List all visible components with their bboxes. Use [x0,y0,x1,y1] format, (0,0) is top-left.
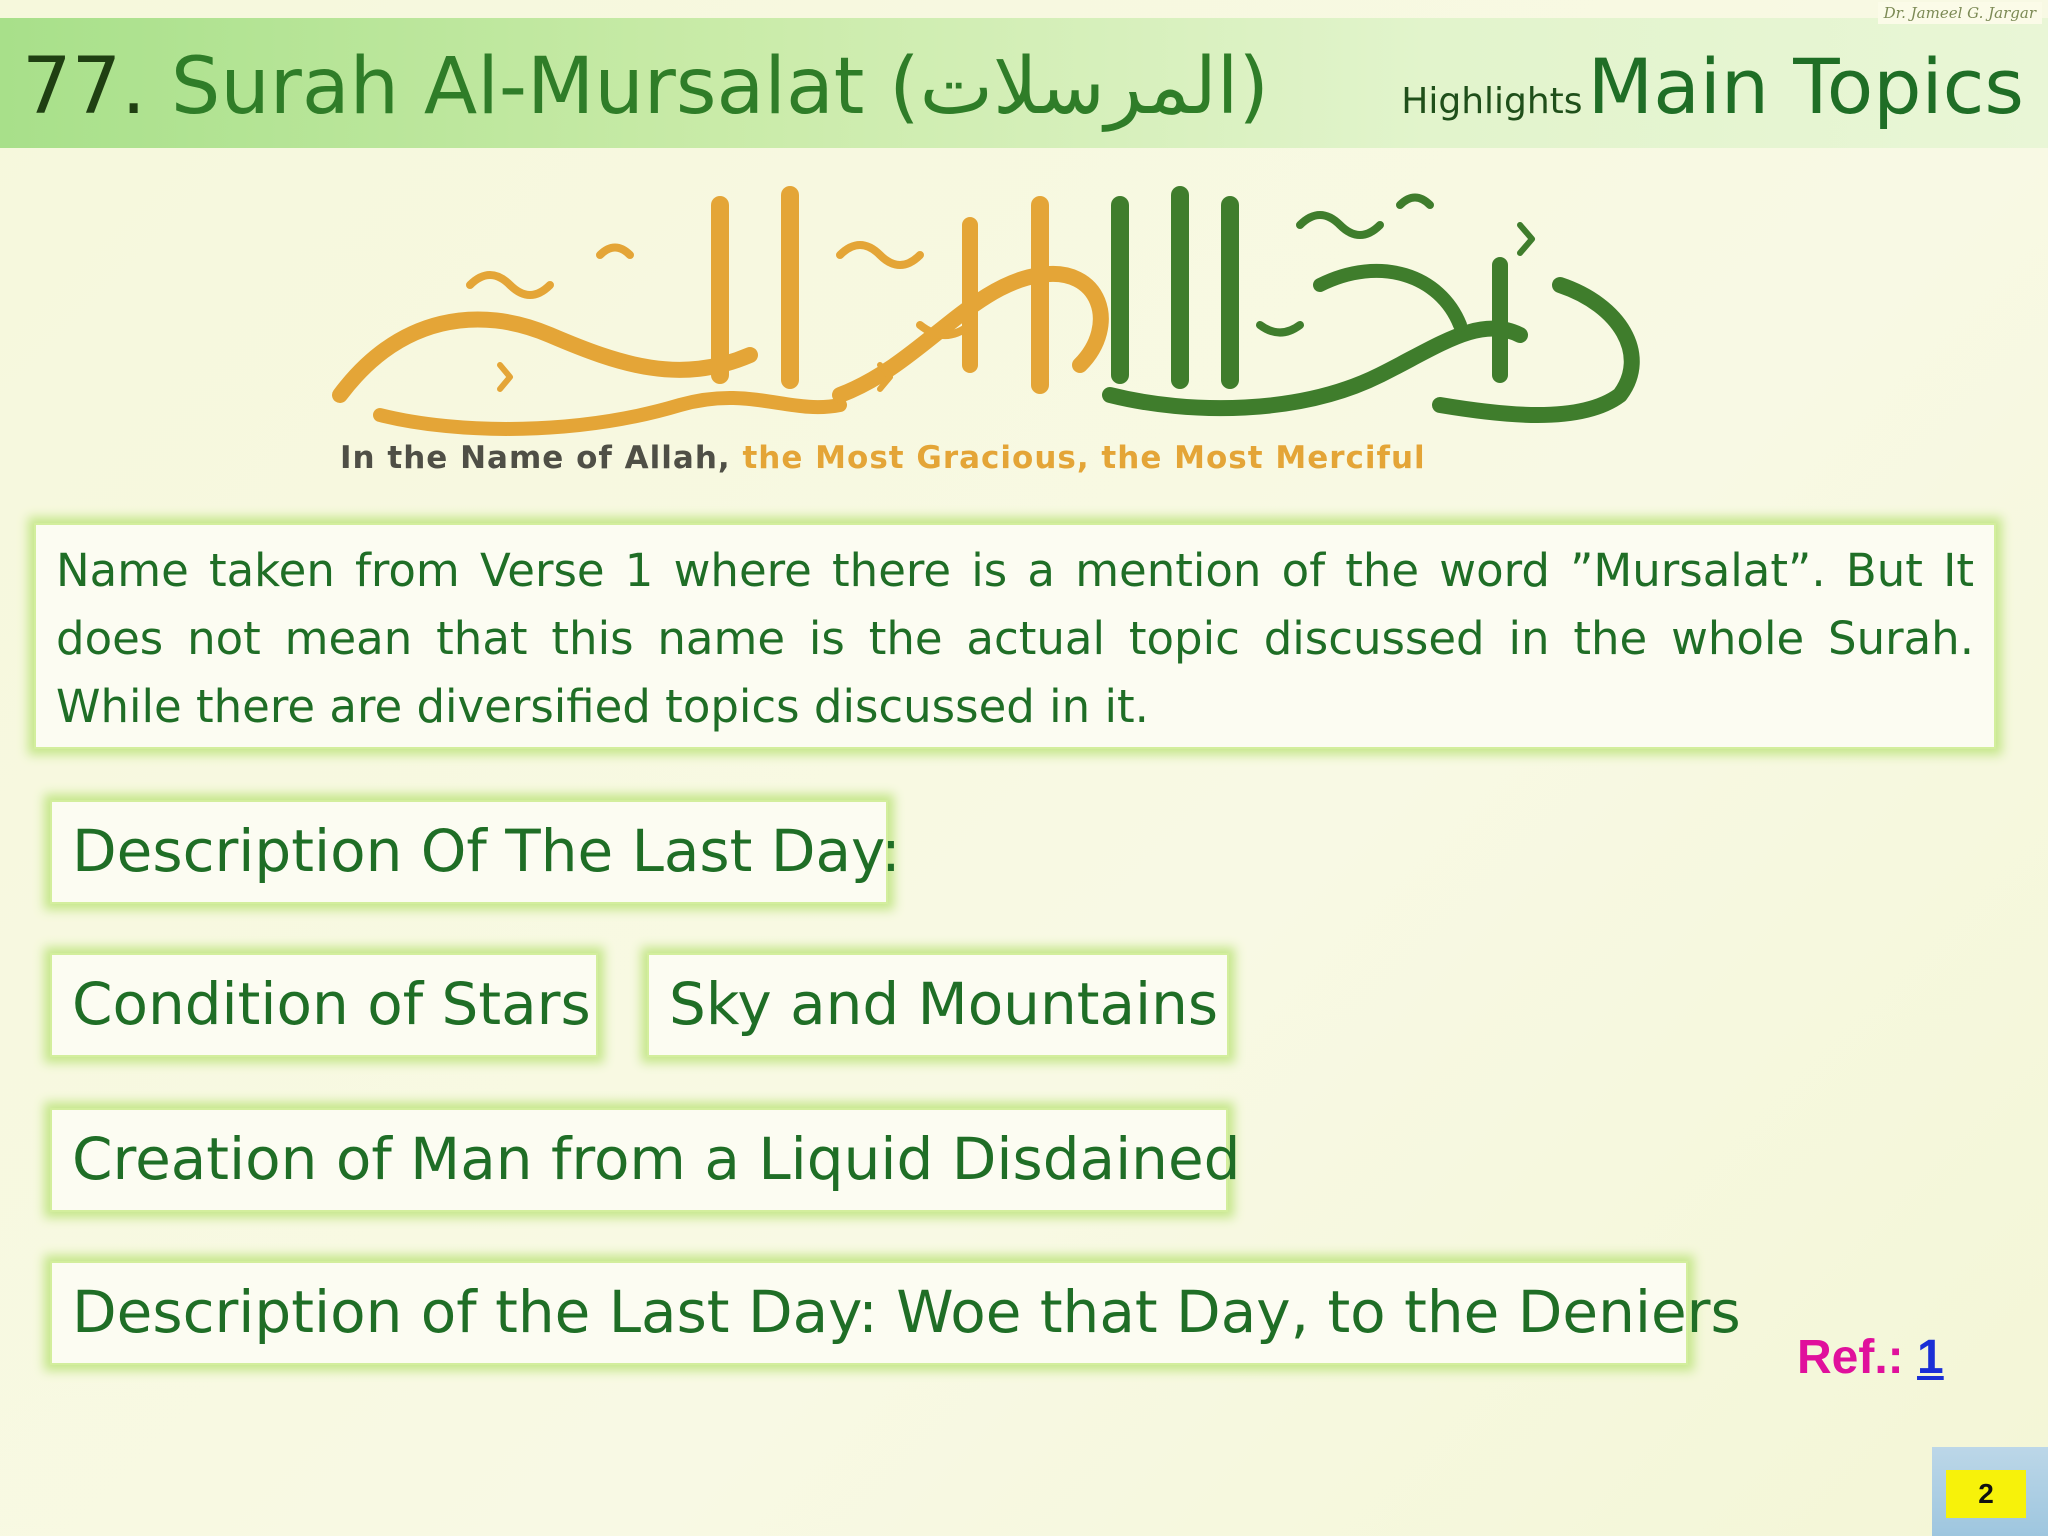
reference-label: Ref.: [1797,1331,1904,1384]
reference-link[interactable]: 1 [1917,1331,1944,1384]
section-title [1401,22,2024,173]
intro-text-box: Name taken from Verse 1 where there is a mention of the word ”Mursalat”. But It does not mean that this name is the actual topic discussed in the whole Surah. While there are diversified topics discussed in it. [34,523,1996,749]
topic-creation-of-man: Creation of Man from a Liquid Disdained [50,1108,1228,1212]
topic-condition-of-stars: Condition of Stars [50,953,598,1057]
caption-part-1: In the Name of Allah, [340,440,731,476]
highlights-label: Highlights [1401,81,1583,122]
bismillah-calligraphy [320,165,1680,440]
reference [1797,1330,1944,1385]
surah-number: 77. [22,42,147,132]
main-topics-label: Main Topics [1587,42,2024,131]
author-watermark: Dr. Jameel G. Jargar [1878,2,2042,24]
surah-title [22,22,1269,152]
page-number: 2 [1946,1470,2026,1518]
bismillah-caption [340,440,1426,476]
topic-last-day: Description Of The Last Day: [50,800,888,904]
caption-part-2: the Most Gracious, the Most Merciful [742,440,1426,476]
topic-woe-to-deniers: Description of the Last Day: Woe that Day, to the Deniers [50,1261,1688,1365]
surah-name: Surah Al-Mursalat (المرسلات) [170,42,1269,132]
topic-sky-and-mountains: Sky and Mountains [647,953,1229,1057]
